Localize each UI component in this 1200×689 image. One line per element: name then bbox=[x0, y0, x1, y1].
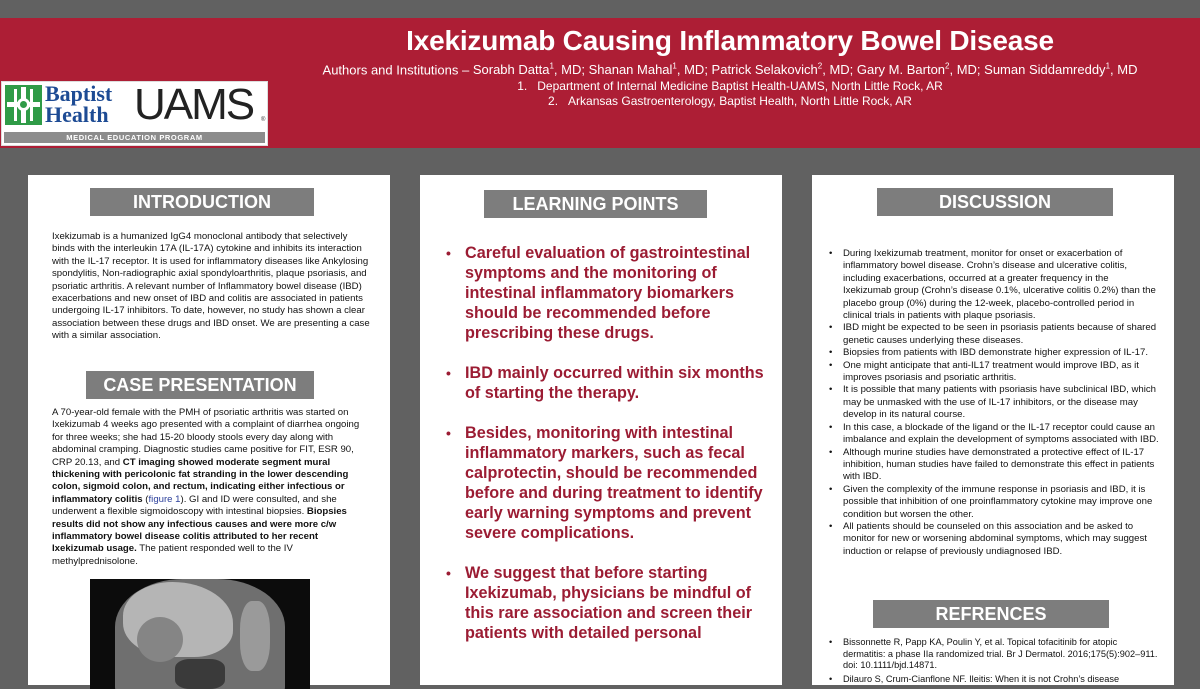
author: Shanan Mahal$^1$, MD; bbox=[588, 62, 712, 78]
learning-point: • Careful evaluation of gastrointestinal symptoms and the monitoring of intestinal inflammatory biomarkers should be recommended before prescribing these drugs. bbox=[446, 243, 766, 343]
learning-points-list bbox=[446, 243, 766, 663]
learning-point: • We suggest that before starting Ixekizumab, physicians be mindful of this rare association and screen their patients with detailed personal bbox=[446, 563, 766, 643]
discussion-item: • Although murine studies have demonstrated a protective effect of IL-17 inhibition, human studies have failed to demonstrate this effect in patients with IBD. bbox=[829, 447, 1159, 484]
references-heading: REFRENCES bbox=[873, 600, 1109, 628]
affiliation-2: 2. Arkansas Gastroenterology, Baptist Health, North Little Rock, AR bbox=[548, 94, 912, 108]
discussion-item: • During Ixekizumab treatment, monitor for onset or exacerbation of inflammatory bowel disease. Crohn’s disease and ulcerative colitis, including exacerbations, occurred at a greater frequency in the Ixekizumab group (Crohn’s disease 0.1%, ulcerative colitis 0.2%) than the placebo group (0%) during the 12-week, placebo-controlled period in clinical trials in patients with plaque psoriasis. bbox=[829, 248, 1159, 322]
discussion-item: • IBD might be expected to be seen in psoriasis patients because of shared genetic causes underlying these diseases. bbox=[829, 322, 1159, 347]
case-presentation-heading: CASE PRESENTATION bbox=[86, 371, 314, 399]
author: Suman Siddamreddy$^1$, MD bbox=[984, 62, 1138, 78]
introduction-heading: INTRODUCTION bbox=[90, 188, 314, 216]
registered-mark: ® bbox=[261, 117, 266, 123]
case-presentation-text: A 70-year-old female with the PMH of psoriatic arthritis was started on Ixekizumab 4 weeks ago presented with a complaint of diarrhea ongoing for three weeks; she had 15-20 bloody stools every day along with abdominal cramping. Diagnostic studies came positive for FIT, ESR 90, CRP 20.13, and CT imaging showed moderate segment mural thickening with pericolonic fat stranding in the lower descending colon, sigmoid colon, and rectum, indicating either infectious or inflammatory colitis (figure 1). GI and ID were consulted, and she underwent a flexible sigmoidoscopy with intestinal biopsies. Biopsies results did not show any infectious causes and were more c/w inflammatory bowel disease colitis attributed to her recent Ixekizumab usage. The patient responded well to the IV methylprednisolone. bbox=[52, 407, 360, 567]
discussion-item: • It is possible that many patients with psoriasis have subclinical IBD, which may be unmasked with the use of IL-17 inhibitors, or the disease may develop in its natural course. bbox=[829, 384, 1159, 421]
column-learning-points bbox=[420, 175, 782, 685]
column-discussion-references bbox=[812, 175, 1174, 685]
discussion-item: • In this case, a blockade of the ligand or the IL-17 receptor could cause an imbalance and explain the development of symptoms associated with IBD. bbox=[829, 422, 1159, 447]
reference-item: • Dilauro S, Crum-Cianflone NF. Ileitis: When it is not Crohn’s disease bbox=[829, 674, 1159, 686]
affiliation-1: 1. Department of Internal Medicine Baptist Health-UAMS, North Little Rock, AR bbox=[517, 79, 943, 93]
author: Patrick Selakovich$^2$, MD; bbox=[711, 62, 857, 78]
authors-prefix: Authors and Institutions – bbox=[322, 62, 473, 78]
figure-1-link[interactable]: figure 1 bbox=[148, 493, 181, 505]
ct-scan-figure bbox=[90, 579, 310, 689]
discussion-list bbox=[829, 248, 1159, 558]
uams-wordmark: UAMS bbox=[134, 80, 254, 129]
introduction-text: Ixekizumab is a humanized IgG4 monoclonal antibody that selectively binds with the interleukin 17A (IL-17A) cytokine and inhibits its interaction with the IL-17 receptor. It is used for inflammatory diseases like Ankylosing spondylitis, Non-radiographic axial spondyloarthritis, plaque psoriasis, and psoriatic arthritis. A relevant number of Inflammatory bowel disease (IBD) exacerbations and new onset of IBD and colitis are associated in patients undergoing IL-17 inhibitors. To date, however, no study has shown a clear association between these drugs and IBD onset. We are presenting a case with a similar association. bbox=[52, 231, 370, 342]
references-list bbox=[829, 637, 1159, 687]
baptist-cross-icon bbox=[5, 85, 42, 125]
authors-line bbox=[262, 62, 1198, 77]
learning-point: • IBD mainly occurred within six months of starting the therapy. bbox=[446, 363, 766, 403]
column-introduction-case bbox=[28, 175, 390, 685]
poster-title: Ixekizumab Causing Inflammatory Bowel Disease bbox=[406, 25, 1054, 56]
learning-point: • Besides, monitoring with intestinal inflammatory markers, such as fecal calprotectin, should be recommended before and during treatment to identify early warning symptoms and prevent severe complications. bbox=[446, 423, 766, 543]
institution-logo bbox=[1, 81, 268, 146]
author: Sorabh Datta$^1$, MD; bbox=[472, 62, 589, 78]
discussion-item: • Given the complexity of the immune response in psoriasis and IBD, it is possible that inhibition of one proinflammatory cytokine may improve one condition but worsen the other. bbox=[829, 484, 1159, 521]
learning-points-heading: LEARNING POINTS bbox=[484, 190, 707, 218]
medical-education-program-label: MEDICAL EDUCATION PROGRAM bbox=[4, 132, 265, 143]
author: Gary M. Barton$^2$, MD; bbox=[856, 62, 985, 78]
discussion-heading: DISCUSSION bbox=[877, 188, 1113, 216]
baptist-health-wordmark: Baptist Health bbox=[45, 81, 113, 127]
reference-item: • Bissonnette R, Papp KA, Poulin Y, et al. Topical tofacitinib for atopic dermatitis: a phase IIa randomized trial. Br J Dermatol. 2016;175(5):902–911. doi: 10.1111/bjd.14871. bbox=[829, 637, 1159, 672]
discussion-item: • Biopsies from patients with IBD demonstrate higher expression of IL-17. bbox=[829, 347, 1159, 359]
discussion-item: • All patients should be counseled on this association and be asked to monitor for new or worsening abdominal symptoms, which may suggest induction or relapse of previously undiagnosed IBD. bbox=[829, 521, 1159, 558]
discussion-item: • One might anticipate that anti-IL17 treatment would improve IBD, as it improves psoriasis and psoriatic arthritis. bbox=[829, 360, 1159, 385]
